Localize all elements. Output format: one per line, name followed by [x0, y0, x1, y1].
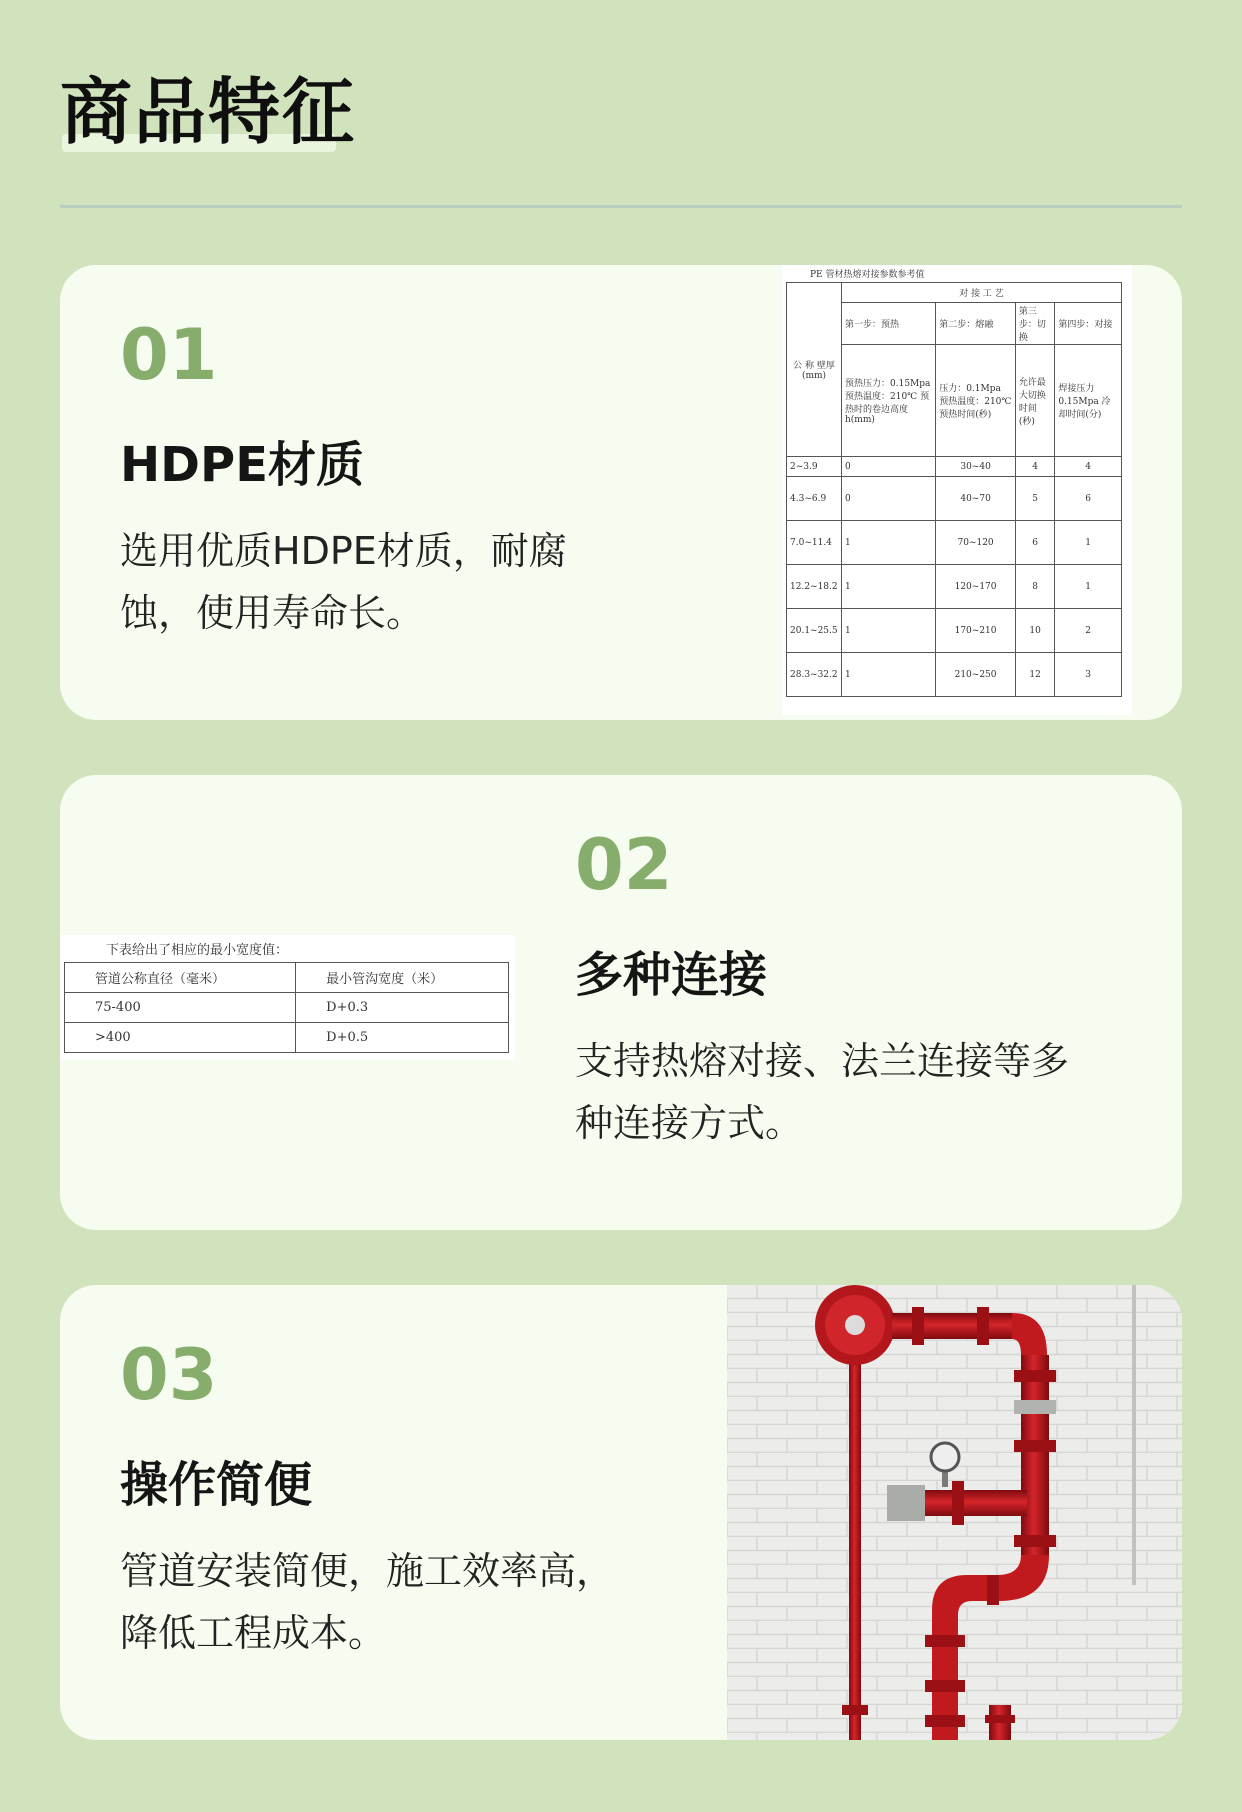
- feature-number: 02: [575, 824, 673, 906]
- table-row: [787, 457, 1122, 477]
- feature-card-3: [60, 1285, 1182, 1740]
- table-cell: 公 称 壁厚 (mm): [787, 283, 842, 457]
- description-line: 降低工程成本。: [120, 1611, 387, 1655]
- table-cell: 12: [1015, 653, 1054, 697]
- table-cell: 1: [1055, 565, 1122, 609]
- table-row: [787, 565, 1122, 609]
- feature-number: 03: [120, 1334, 218, 1416]
- table-cell: 120~170: [936, 565, 1016, 609]
- table-cell: 1: [842, 565, 936, 609]
- table-row: [787, 521, 1122, 565]
- feature-description: [120, 1540, 614, 1664]
- table-cell: 28.3~32.2: [787, 653, 842, 697]
- table-cell: 75-400: [65, 993, 296, 1023]
- page-title-block: [60, 62, 356, 162]
- table-cell: 0: [842, 457, 936, 477]
- table-cell: >400: [65, 1023, 296, 1053]
- table-cell: 1: [842, 609, 936, 653]
- table-cell: 5: [1015, 477, 1054, 521]
- table-cell: 管道公称直径（毫米）: [65, 963, 296, 993]
- feature-description: [120, 520, 567, 644]
- table-cell: 第二步：熔融: [936, 303, 1016, 345]
- table-cell: 10: [1015, 609, 1054, 653]
- hotmelt-parameter-table-image: [782, 265, 1132, 715]
- hotmelt-parameter-table: [786, 282, 1122, 697]
- table-cell: 最小管沟宽度（米）: [296, 963, 509, 993]
- table-cell: 30~40: [936, 457, 1016, 477]
- table-cell: 压力：0.1Mpa 预热温度：210℃ 预热时间(秒): [936, 345, 1016, 457]
- feature-number: 01: [120, 314, 218, 396]
- table-cell: 第四步：对接: [1055, 303, 1122, 345]
- table-cell: 12.2~18.2: [787, 565, 842, 609]
- table-cell: 4: [1055, 457, 1122, 477]
- table-row: [787, 609, 1122, 653]
- feature-title: HDPE材质: [120, 437, 364, 493]
- trench-width-table: [64, 962, 509, 1053]
- page-title: 商品特征: [60, 70, 357, 154]
- description-line: 蚀，使用寿命长。: [120, 591, 425, 635]
- table-cell: 6: [1055, 477, 1122, 521]
- table-cell: 对 接 工 艺: [842, 283, 1122, 303]
- red-pipe-photo: [727, 1285, 1182, 1740]
- table-caption: 下表给出了相应的最小宽度值：: [106, 943, 289, 958]
- table-row: [65, 1023, 509, 1053]
- table-cell: 1: [1055, 521, 1122, 565]
- table-cell: 4.3~6.9: [787, 477, 842, 521]
- table-caption: PE 管材热熔对接参数参考值: [810, 270, 925, 280]
- table-cell: 20.1~25.5: [787, 609, 842, 653]
- table-cell: 6: [1015, 521, 1054, 565]
- table-cell: 预热压力：0.15Mpa 预热温度：210℃ 预热时的卷边高度 h(mm): [842, 345, 936, 457]
- table-cell: 2~3.9: [787, 457, 842, 477]
- table-cell: D+0.5: [296, 1023, 509, 1053]
- table-cell: 3: [1055, 653, 1122, 697]
- table-cell: 210~250: [936, 653, 1016, 697]
- description-line: 支持热熔对接、法兰连接等多: [575, 1039, 1070, 1083]
- trench-width-table-image: [60, 935, 515, 1060]
- red-pipe-illustration: [727, 1285, 1182, 1740]
- table-cell: 4: [1015, 457, 1054, 477]
- table-cell: 1: [842, 521, 936, 565]
- description-line: 选用优质HDPE材质，耐腐: [120, 529, 567, 573]
- table-cell: 0: [842, 477, 936, 521]
- table-cell: 第三步：切换: [1015, 303, 1054, 345]
- table-cell: 1: [842, 653, 936, 697]
- table-cell: D+0.3: [296, 993, 509, 1023]
- table-cell: 70~120: [936, 521, 1016, 565]
- table-cell: 2: [1055, 609, 1122, 653]
- table-row: [787, 653, 1122, 697]
- feature-card-2: [60, 775, 1182, 1230]
- table-cell: 7.0~11.4: [787, 521, 842, 565]
- title-divider: [60, 205, 1182, 208]
- feature-description: [575, 1030, 1069, 1154]
- feature-title: 操作简便: [120, 1457, 313, 1513]
- table-cell: 焊接压力 0.15Mpa 冷却时间(分): [1055, 345, 1122, 457]
- table-cell: 170~210: [936, 609, 1016, 653]
- description-line: 种连接方式。: [575, 1101, 804, 1145]
- feature-title: 多种连接: [575, 947, 768, 1003]
- table-cell: 8: [1015, 565, 1054, 609]
- table-cell: 40~70: [936, 477, 1016, 521]
- table-cell: 允许最大切换时间(秒): [1015, 345, 1054, 457]
- feature-card-1: [60, 265, 1182, 720]
- description-line: 管道安装简便，施工效率高，: [120, 1549, 615, 1593]
- table-row: [65, 993, 509, 1023]
- table-cell: 第一步：预热: [842, 303, 936, 345]
- table-row: [65, 963, 509, 993]
- table-row: [787, 477, 1122, 521]
